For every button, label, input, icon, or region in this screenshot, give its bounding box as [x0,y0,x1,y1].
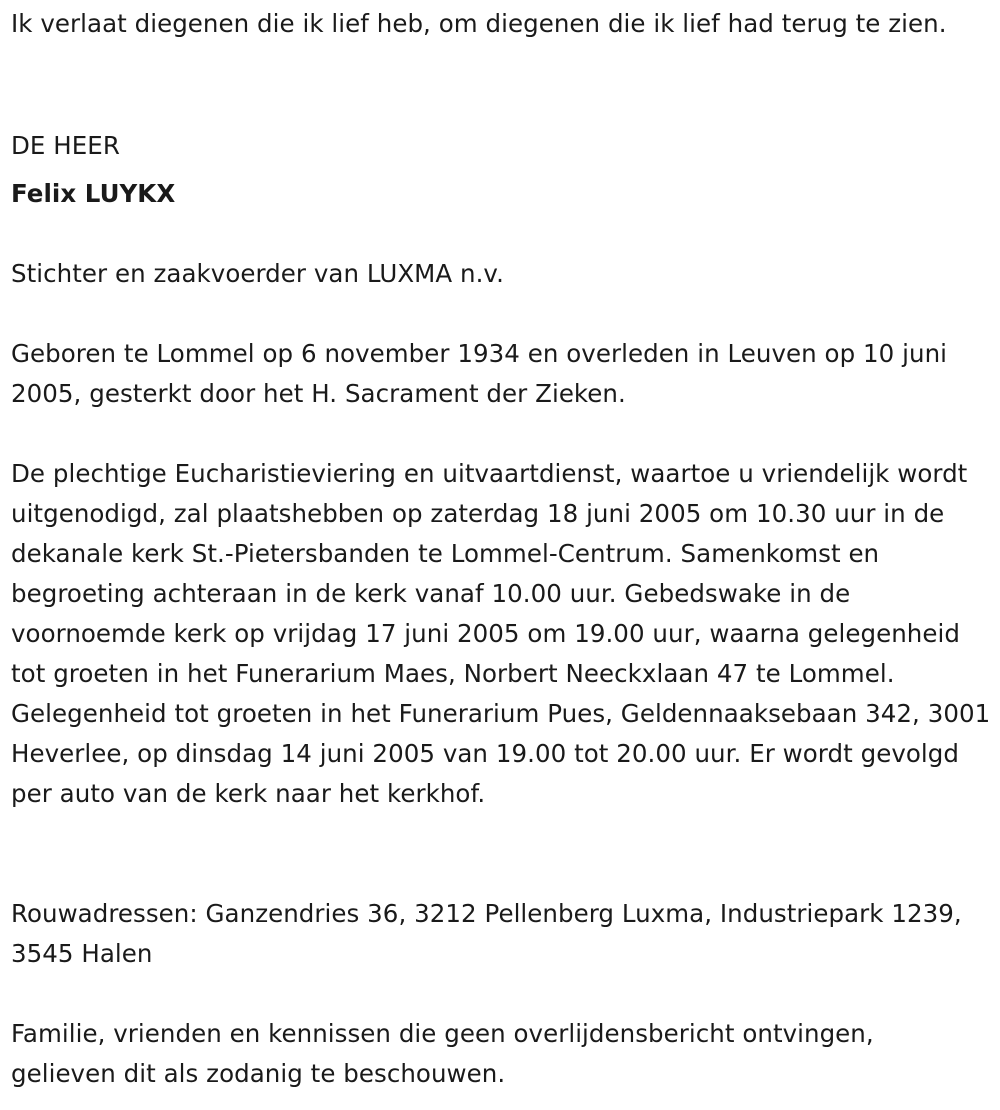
intro-quote: Ik verlaat diegenen die ik lief heb, om diegenen die ik lief had terug te zien. [11,9,947,38]
honorific-title: DE HEER [11,131,120,160]
mourning-addresses: Rouwadressen: Ganzendries 36, 3212 Pellenberg Luxma, Industriepark 1239, 3545 Halen [11,899,962,968]
birth-death-details: Geboren te Lommel op 6 november 1934 en overleden in Leuven op 10 juni 2005, gesterkt door het H. Sacrament der Zieken. [11,339,948,408]
deceased-role: Stichter en zaakvoerder van LUXMA n.v. [11,259,504,288]
deceased-name: Felix LUYKX [11,179,176,208]
family-note: Familie, vrienden en kennissen die geen overlijdensbericht ontvingen, gelieven dit als zodanig te beschouwen. [11,1019,874,1088]
funeral-service-details: De plechtige Eucharistieviering en uitvaartdienst, waartoe u vriendelijk wordt uitgenodigd, zal plaatshebben op zaterdag 18 juni 2005 om 10.30 uur in de dekanale kerk St.-Pietersbanden te Lommel-Centrum. Samenkomst en begroeting achteraan in de kerk vanaf 10.00 uur. Gebedswake in de voornoemde kerk op vrijdag 17 juni 2005 om 19.00 uur, waarna gelegenheid tot groeten in het Funerarium Maes, Norbert Neeckxlaan 47 te Lommel. Gelegenheid tot groeten in het Funerarium Pues, Geldennaaksebaan 342, 3001 Heverlee, op dinsdag 14 juni 2005 van 19.00 tot 20.00 uur. Er wordt gevolgd per auto van de kerk naar het kerkhof. [11,459,991,808]
